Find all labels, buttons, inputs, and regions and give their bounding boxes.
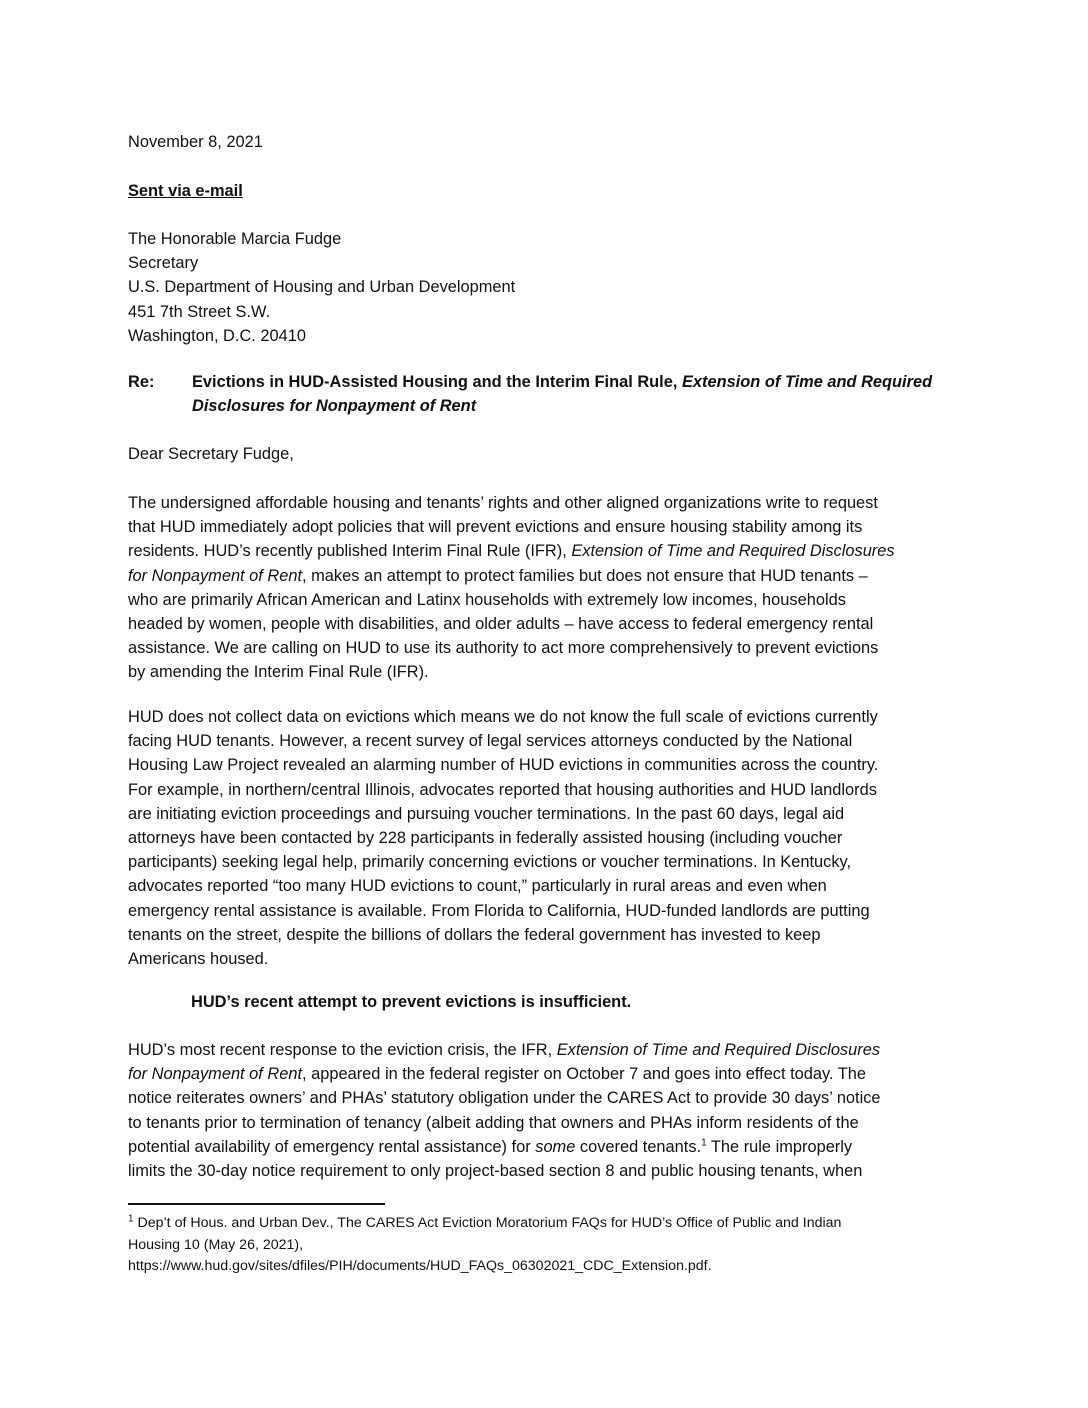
paragraph-line: notice reiterates owners’ and PHAs’ statutory obligation under the CARES Act to provide 30 days’ notice [128, 1089, 881, 1108]
address-line: Secretary [128, 254, 199, 273]
paragraph-ifr [128, 1038, 960, 1183]
paragraph-line: Housing Law Project revealed an alarming number of HUD evictions in communities across the country. [128, 756, 879, 775]
text-run: potential availability of emergency rental assistance) for [128, 1137, 536, 1156]
text-run: The rule improperly [706, 1137, 853, 1156]
footnote [128, 1213, 960, 1278]
text-run: , appeared in the federal register on October 7 and goes into effect today. The [302, 1065, 867, 1084]
paragraph-line: For example, in northern/central Illinois, advocates reported that housing authorities and HUD landlords [128, 780, 877, 799]
paragraph-line: HUD does not collect data on evictions which means we do not know the full scale of evictions currently [128, 708, 878, 726]
paragraph-line: are initiating eviction proceedings and pursuing voucher terminations. In the past 60 days, legal aid [128, 804, 845, 823]
text-run: covered tenants. [575, 1137, 702, 1156]
footnote-reference[interactable]: 1 [701, 1137, 707, 1149]
paragraph-evidence [128, 705, 960, 971]
re-subject [192, 370, 960, 418]
paragraph-line: by amending the Interim Final Rule (IFR). [128, 663, 429, 682]
address-line: The Honorable Marcia Fudge [128, 230, 342, 248]
address-line: 451 7th Street S.W. [128, 302, 271, 321]
sent-via-line: Sent via e-mail [128, 182, 243, 200]
paragraph-line: emergency rental assistance is available. From Florida to California, HUD-funded landlords are putting [128, 901, 870, 920]
paragraph-line [128, 1038, 960, 1062]
text-run: HUD’s most recent response to the eviction crisis, the IFR, [128, 1041, 557, 1059]
rule-title: Extension of Time and Required Disclosures [571, 542, 895, 561]
paragraph-line: attorneys have been contacted by 228 participants in federally assisted housing (including voucher [128, 828, 843, 847]
footnote-url[interactable]: https://www.hud.gov/sites/dfiles/PIH/documents/HUD_FAQs_06302021_CDC_Extension.pdf. [128, 1258, 712, 1274]
footnote-marker: 1 [128, 1213, 134, 1225]
re-subject-title: Extension of Time and Required [681, 373, 933, 391]
paragraph-line: who are primarily African American and Latinx households with extremely low incomes, households [128, 590, 846, 609]
text-run: Dep’t of Hous. and Urban Dev., The CARES Act Eviction Moratorium FAQs for HUD’s Office of Public and Indian [133, 1215, 842, 1231]
letter-date: November 8, 2021 [128, 133, 263, 151]
text-run: , makes an attempt to protect families but does not ensure that HUD tenants – [302, 566, 868, 585]
paragraph-line: advocates reported “too many HUD evictions to count,” particularly in rural areas and even when [128, 877, 827, 896]
address-line: U.S. Department of Housing and Urban Development [128, 278, 516, 297]
paragraph-line: tenants on the street, despite the billions of dollars the federal government has invested to keep [128, 925, 821, 944]
paragraph-line [128, 1062, 960, 1086]
paragraph-line: facing HUD tenants. However, a recent survey of legal services attorneys conducted by the National [128, 732, 853, 751]
paragraph-line [128, 1135, 960, 1159]
re-subject-title: Disclosures for Nonpayment of Rent [192, 397, 477, 416]
paragraph-intro [128, 491, 960, 685]
paragraph-line: headed by women, people with disabilities, and older adults – have access to federal emergency rental [128, 614, 874, 633]
paragraph-line [128, 564, 960, 588]
section-heading: HUD’s recent attempt to prevent evictions is insufficient. [191, 993, 632, 1011]
emphasis: some [535, 1137, 576, 1156]
paragraph-line [128, 539, 960, 563]
address-line: Washington, D.C. 20410 [128, 326, 306, 345]
re-subject-text: Evictions in HUD-Assisted Housing and the Interim Final Rule, [192, 373, 682, 391]
rule-title: Extension of Time and Required Disclosures [556, 1041, 881, 1059]
rule-title: for Nonpayment of Rent [128, 1065, 303, 1084]
footnote-line [128, 1213, 960, 1235]
paragraph-line: assistance. We are calling on HUD to use its authority to act more comprehensively to prevent evictions [128, 639, 879, 658]
paragraph-line: limits the 30-day notice requirement to only project-based section 8 and public housing tenants, when [128, 1161, 863, 1180]
paragraph-line: to tenants prior to termination of tenancy (albeit adding that owners and PHAs inform residents of the [128, 1113, 859, 1132]
rule-title: for Nonpayment of Rent [128, 566, 303, 585]
paragraph-line: Americans housed. [128, 949, 269, 968]
footnote-separator [128, 1203, 385, 1205]
paragraph-line: The undersigned affordable housing and tenants’ rights and other aligned organizations write to request [128, 494, 878, 512]
re-label: Re: [128, 373, 155, 391]
recipient-address [128, 227, 960, 348]
subject-line [128, 370, 960, 418]
footnote-line: Housing 10 (May 26, 2021), [128, 1236, 304, 1253]
paragraph-line: that HUD immediately adopt policies that will prevent evictions and ensure housing stability among its [128, 518, 863, 537]
paragraph-line: participants) seeking legal help, primarily concerning evictions or voucher terminations. In Kentucky, [128, 853, 852, 872]
salutation: Dear Secretary Fudge, [128, 445, 294, 463]
text-run: residents. HUD’s recently published Interim Final Rule (IFR), [128, 542, 572, 561]
